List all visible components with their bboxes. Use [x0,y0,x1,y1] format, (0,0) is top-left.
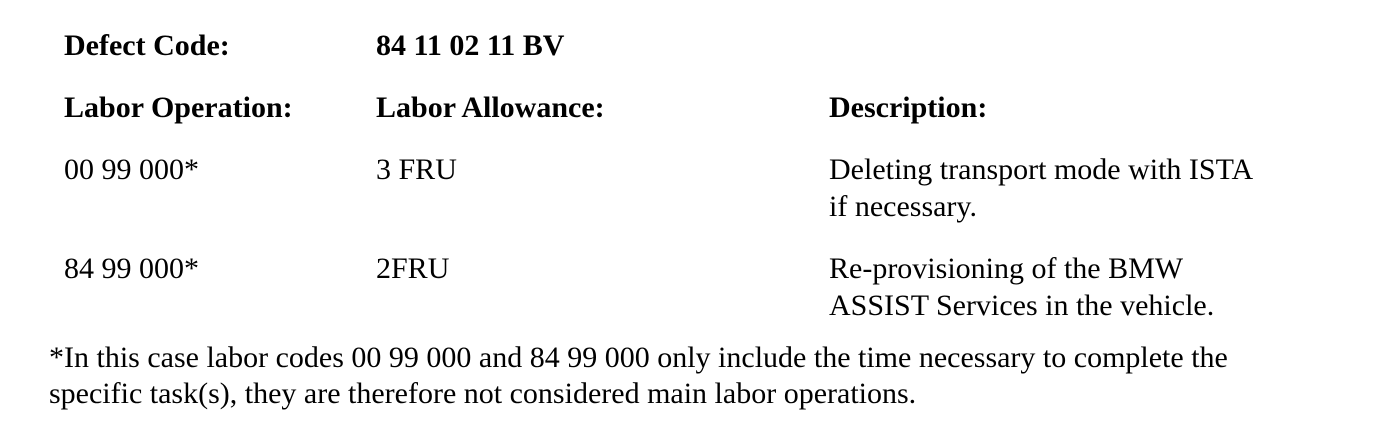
row-2-labor-operation: 84 99 000* [64,252,199,285]
header-labor-allowance: Labor Allowance: [376,91,605,124]
header-labor-operation: Labor Operation: [64,91,293,124]
row-2-description-line-1: Re-provisioning of the BMW [829,252,1184,285]
footnote [49,340,1228,412]
row-1-labor-operation: 00 99 000* [64,153,199,186]
footnote-line-1: *In this case labor codes 00 99 000 and 84 99 000 only include the time necessary to complete the [49,341,1228,374]
row-1-labor-allowance: 3 FRU [376,153,457,186]
row-2-labor-allowance: 2FRU [376,252,450,285]
defect-code-value: 84 11 02 11 BV [376,29,565,62]
row-2-description-line-2: ASSIST Services in the vehicle. [829,289,1215,322]
row-1-description-line-1: Deleting transport mode with ISTA [829,153,1254,186]
row-1-description-line-2: if necessary. [829,190,977,223]
header-description: Description: [829,91,988,124]
footnote-line-2: specific task(s), they are therefore not considered main labor operations. [49,377,917,410]
defect-code-label: Defect Code: [64,29,230,62]
